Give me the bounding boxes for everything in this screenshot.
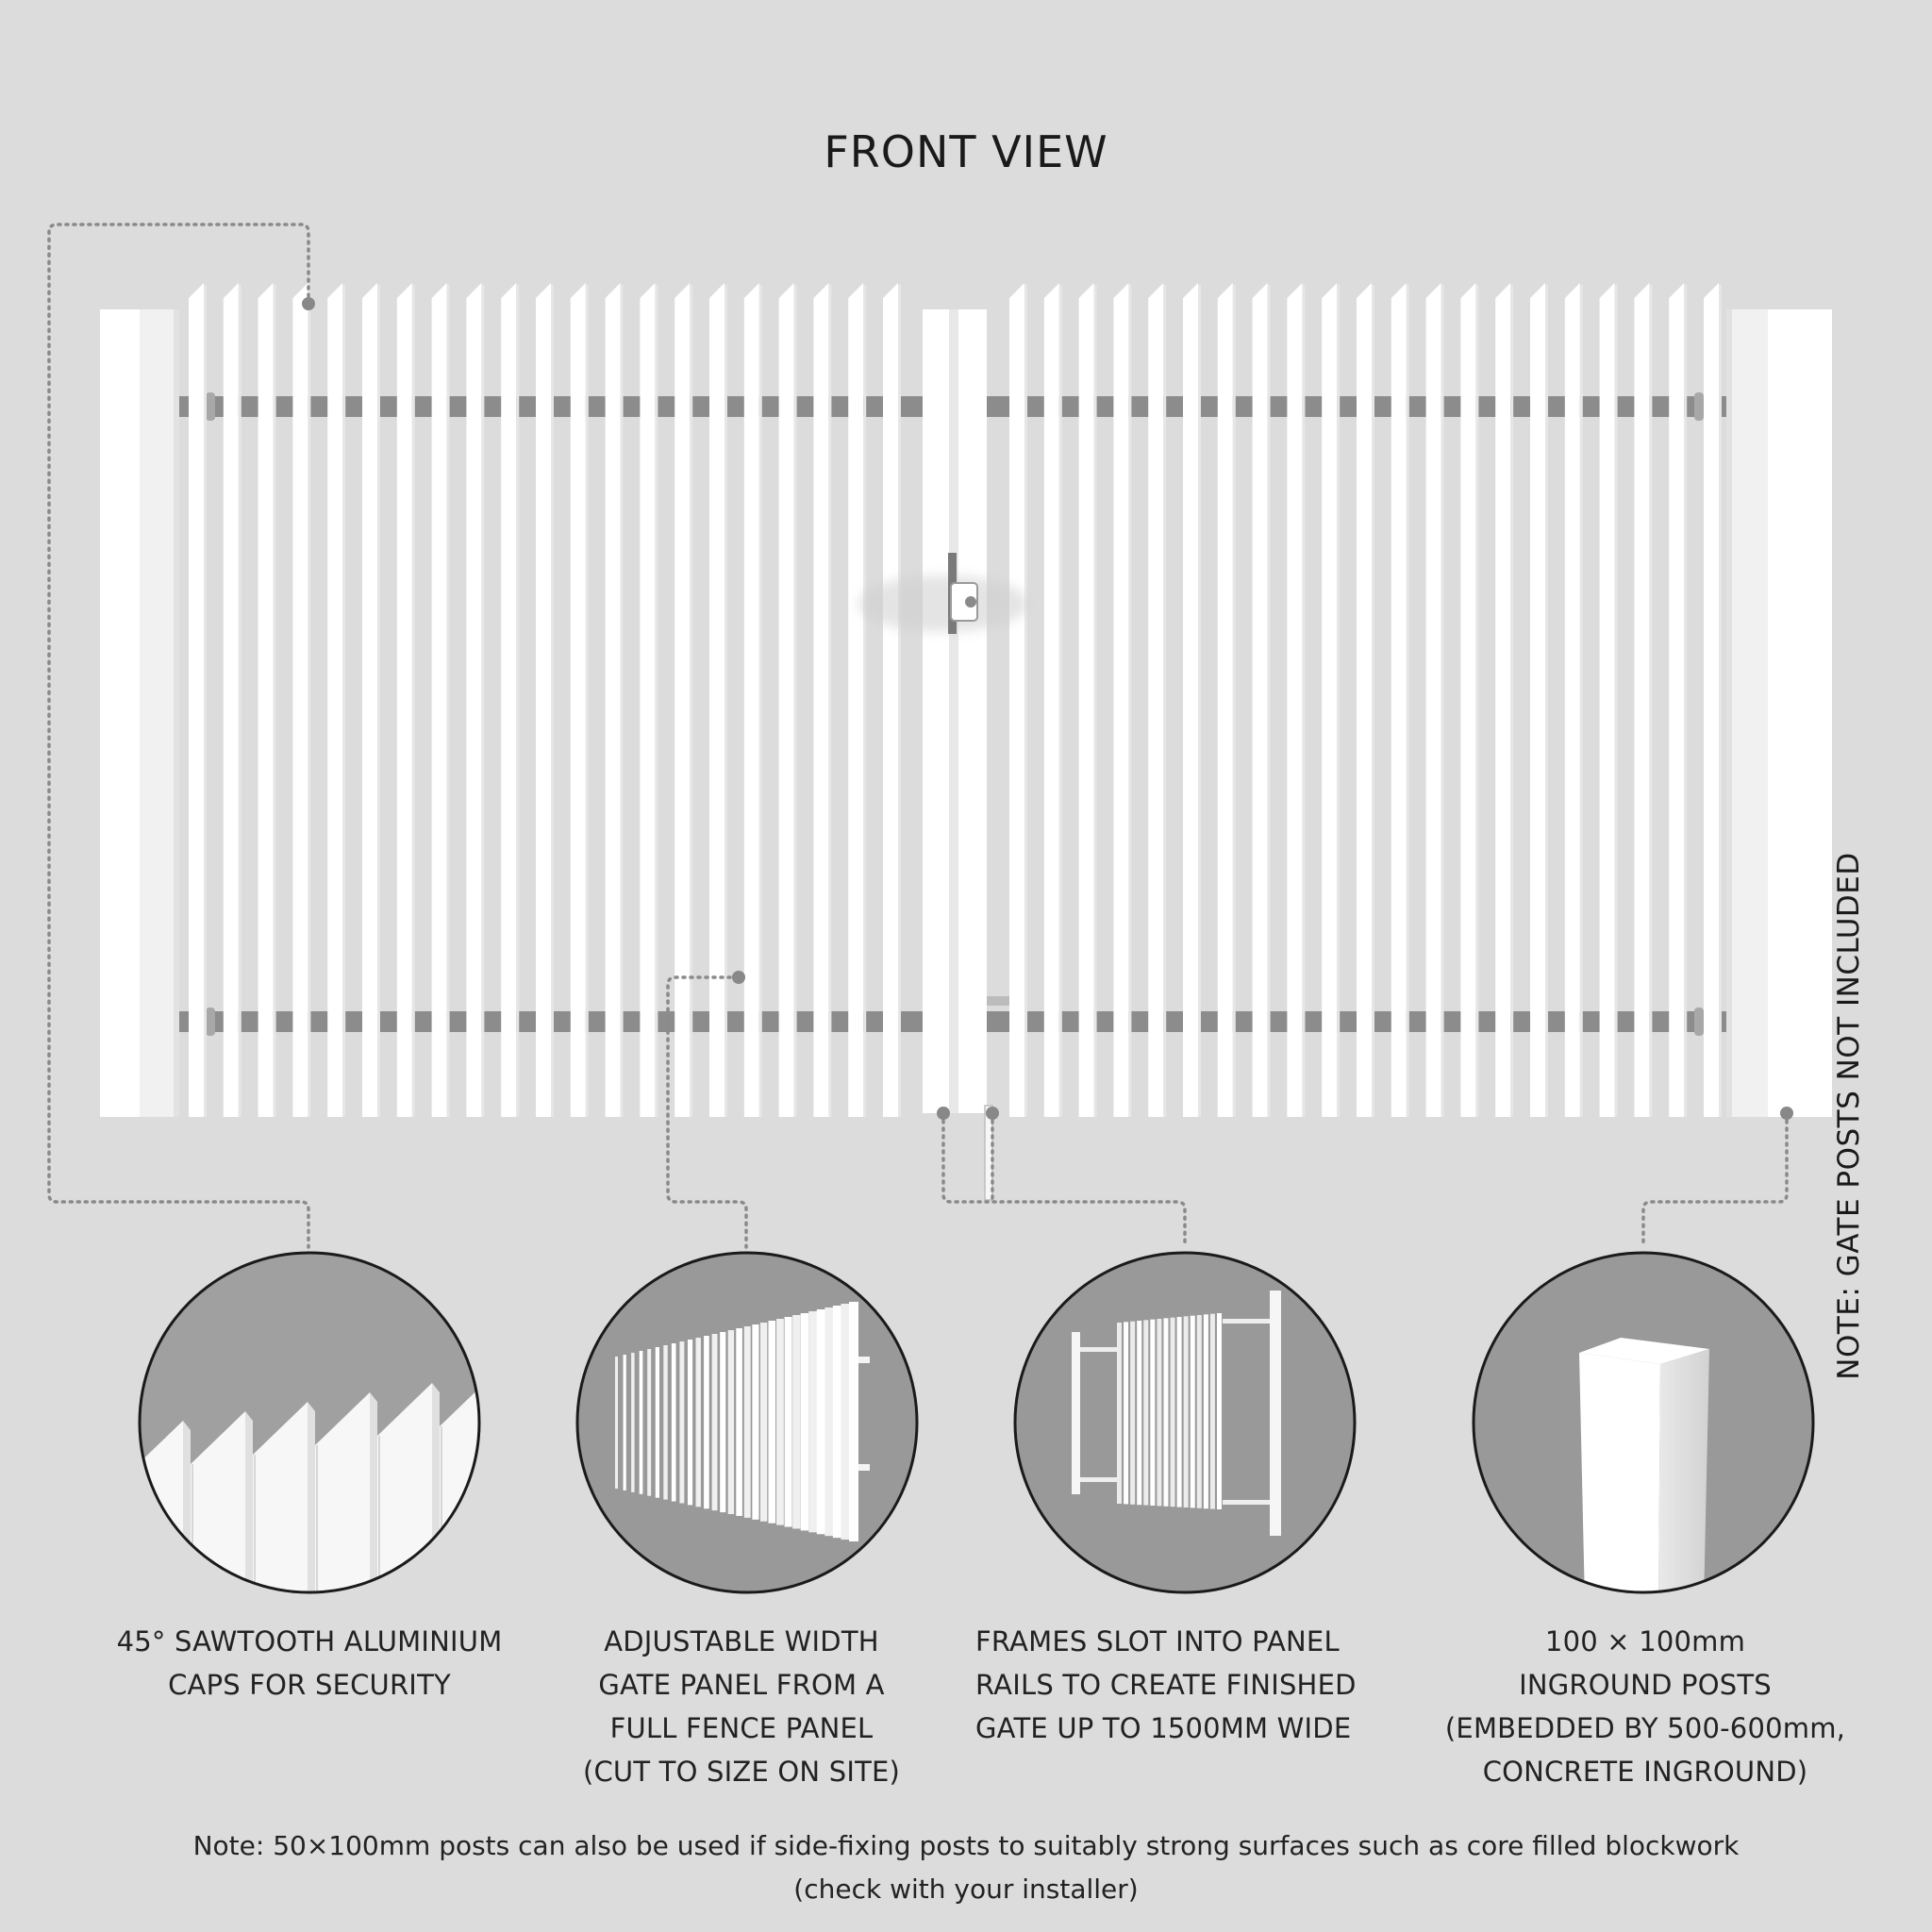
fence-panel-icon bbox=[577, 1253, 917, 1592]
panel-slat bbox=[615, 1357, 618, 1489]
panel-slat bbox=[704, 1336, 709, 1508]
fence-slat bbox=[1460, 283, 1478, 1117]
fence-slat bbox=[1287, 283, 1305, 1117]
gate-slat bbox=[1217, 1313, 1222, 1509]
fence-slat bbox=[640, 283, 658, 1117]
left-post bbox=[100, 309, 179, 1117]
caption-sawtooth-caps bbox=[64, 1620, 555, 1707]
footnote bbox=[0, 1824, 1932, 1911]
fence-slat bbox=[709, 283, 727, 1117]
panel-slat bbox=[841, 1304, 850, 1540]
panel-slat bbox=[656, 1347, 659, 1498]
gate-slat bbox=[1171, 1318, 1175, 1507]
fence-slat bbox=[536, 283, 554, 1117]
panel-slat bbox=[785, 1317, 792, 1527]
gate-frame-assembly-icon bbox=[1015, 1253, 1355, 1592]
fence-slat bbox=[813, 283, 831, 1117]
caption-line: 100 × 100mm bbox=[1544, 1625, 1746, 1657]
caption-line: FULL FENCE PANEL bbox=[609, 1712, 874, 1744]
panel-slat bbox=[849, 1302, 858, 1541]
panel-slat bbox=[640, 1351, 643, 1494]
fence-slat bbox=[362, 283, 380, 1117]
fence-slat bbox=[606, 283, 624, 1117]
fence-slat bbox=[432, 283, 450, 1117]
fence-slat bbox=[1634, 283, 1652, 1117]
cap-closeup-slat bbox=[128, 1421, 191, 1604]
panel-slat bbox=[631, 1353, 634, 1492]
caption-line: CONCRETE INGROUND) bbox=[1482, 1756, 1808, 1788]
gate-slat bbox=[1143, 1320, 1148, 1505]
caption-inground-posts bbox=[1415, 1620, 1875, 1793]
gate-front-view bbox=[100, 283, 1832, 1200]
fence-slat bbox=[571, 283, 589, 1117]
panel-slat bbox=[728, 1330, 734, 1514]
sawtooth-caps-closeup-icon bbox=[128, 1253, 502, 1604]
fence-slat bbox=[1322, 283, 1340, 1117]
fence-slat bbox=[327, 283, 345, 1117]
panel-slat bbox=[817, 1309, 825, 1534]
panel-slat bbox=[672, 1343, 676, 1502]
fence-slat bbox=[1565, 283, 1583, 1117]
panel-slat bbox=[824, 1307, 833, 1536]
caption-line: RAILS TO CREATE FINISHED bbox=[975, 1669, 1357, 1701]
page-title: FRONT VIEW bbox=[824, 126, 1108, 177]
panel-slat bbox=[720, 1332, 725, 1512]
center-gate-frames bbox=[923, 309, 1009, 1113]
fence-slat bbox=[744, 283, 762, 1117]
panel-slat bbox=[744, 1326, 751, 1518]
gate-slat bbox=[1150, 1320, 1155, 1506]
fence-slat bbox=[883, 283, 901, 1117]
fence-slat bbox=[1079, 283, 1097, 1117]
panel-slat bbox=[688, 1340, 692, 1505]
fence-slat bbox=[224, 283, 242, 1117]
gate-slat bbox=[1177, 1317, 1182, 1507]
fence-slat bbox=[1669, 283, 1687, 1117]
fence-slat bbox=[466, 283, 484, 1117]
panel-slat bbox=[647, 1349, 651, 1496]
leader-frames bbox=[943, 1113, 1185, 1247]
fence-slat bbox=[1218, 283, 1236, 1117]
panel-slat bbox=[792, 1315, 800, 1528]
right-post bbox=[1726, 309, 1832, 1117]
gate-slat bbox=[1137, 1321, 1141, 1505]
fence-slat bbox=[1391, 283, 1409, 1117]
fence-slat bbox=[1495, 283, 1513, 1117]
fence-slat bbox=[1009, 283, 1027, 1117]
fence-slat bbox=[189, 283, 207, 1117]
gate-slat bbox=[1204, 1314, 1208, 1508]
fence-slat bbox=[397, 283, 415, 1117]
gate-slat bbox=[1184, 1316, 1189, 1507]
panel-slat bbox=[624, 1355, 626, 1491]
left-gate-slats bbox=[189, 283, 901, 1117]
fence-slat bbox=[1253, 283, 1271, 1117]
panel-slat bbox=[833, 1306, 842, 1538]
caption-adjustable-panel bbox=[515, 1620, 968, 1793]
caption-line: FRAMES SLOT INTO PANEL bbox=[975, 1625, 1340, 1657]
caption-line: (EMBEDDED BY 500-600mm, bbox=[1444, 1712, 1846, 1744]
panel-slat bbox=[776, 1319, 784, 1525]
fence-slat bbox=[1357, 283, 1374, 1117]
side-note: NOTE: GATE POSTS NOT INCLUDED bbox=[1832, 852, 1866, 1380]
fence-slat bbox=[1148, 283, 1166, 1117]
caption-line: 45° SAWTOOTH ALUMINIUM bbox=[116, 1625, 503, 1657]
panel-slat bbox=[679, 1341, 684, 1503]
caption-line: (CUT TO SIZE ON SITE) bbox=[582, 1756, 901, 1788]
fence-slat bbox=[501, 283, 519, 1117]
panel-slat bbox=[736, 1328, 742, 1516]
gate-slat bbox=[1210, 1314, 1215, 1509]
caption-line: GATE UP TO 1500MM WIDE bbox=[975, 1712, 1352, 1744]
fence-slat bbox=[1044, 283, 1062, 1117]
caption-line: GATE PANEL FROM A bbox=[598, 1669, 885, 1701]
leader-posts bbox=[1643, 1113, 1787, 1247]
gate-slat bbox=[1117, 1323, 1122, 1504]
fence-slat bbox=[1426, 283, 1444, 1117]
footnote-line-2: (check with your installer) bbox=[793, 1874, 1139, 1905]
panel-slat bbox=[801, 1313, 809, 1530]
panel-slat bbox=[663, 1345, 667, 1500]
fence-slat bbox=[1530, 283, 1548, 1117]
gate-slat bbox=[1197, 1315, 1202, 1508]
gate-slat bbox=[1124, 1322, 1128, 1504]
fence-slat bbox=[1600, 283, 1618, 1117]
caption-frames-slot bbox=[975, 1620, 1391, 1750]
fence-slat bbox=[1183, 283, 1201, 1117]
fence-slat bbox=[779, 283, 797, 1117]
caption-line: ADJUSTABLE WIDTH bbox=[604, 1625, 879, 1657]
panel-slat bbox=[752, 1324, 758, 1520]
fence-slat bbox=[1113, 283, 1131, 1117]
gate-slat bbox=[1157, 1319, 1161, 1506]
footnote-line-1: Note: 50×100mm posts can also be used if side-fixing posts to suitably strong surfaces such as core filled blockwork bbox=[192, 1830, 1740, 1861]
panel-slat bbox=[768, 1321, 775, 1524]
fence-slat bbox=[292, 283, 310, 1117]
gate-slat bbox=[1130, 1322, 1135, 1505]
panel-slat bbox=[696, 1338, 701, 1507]
panel-slat bbox=[760, 1323, 767, 1522]
fence-slat bbox=[258, 283, 276, 1117]
square-post-icon bbox=[1474, 1253, 1813, 1604]
panel-slat bbox=[712, 1334, 718, 1510]
caption-line: CAPS FOR SECURITY bbox=[168, 1669, 451, 1701]
panel-slat bbox=[808, 1311, 817, 1532]
right-gate-slats bbox=[1009, 283, 1722, 1117]
fence-slat bbox=[675, 283, 692, 1117]
fence-slat bbox=[848, 283, 866, 1117]
gate-slat bbox=[1191, 1316, 1195, 1508]
fence-slat bbox=[1704, 283, 1722, 1117]
gate-slat bbox=[1163, 1318, 1168, 1506]
caption-line: INGROUND POSTS bbox=[1519, 1669, 1772, 1701]
